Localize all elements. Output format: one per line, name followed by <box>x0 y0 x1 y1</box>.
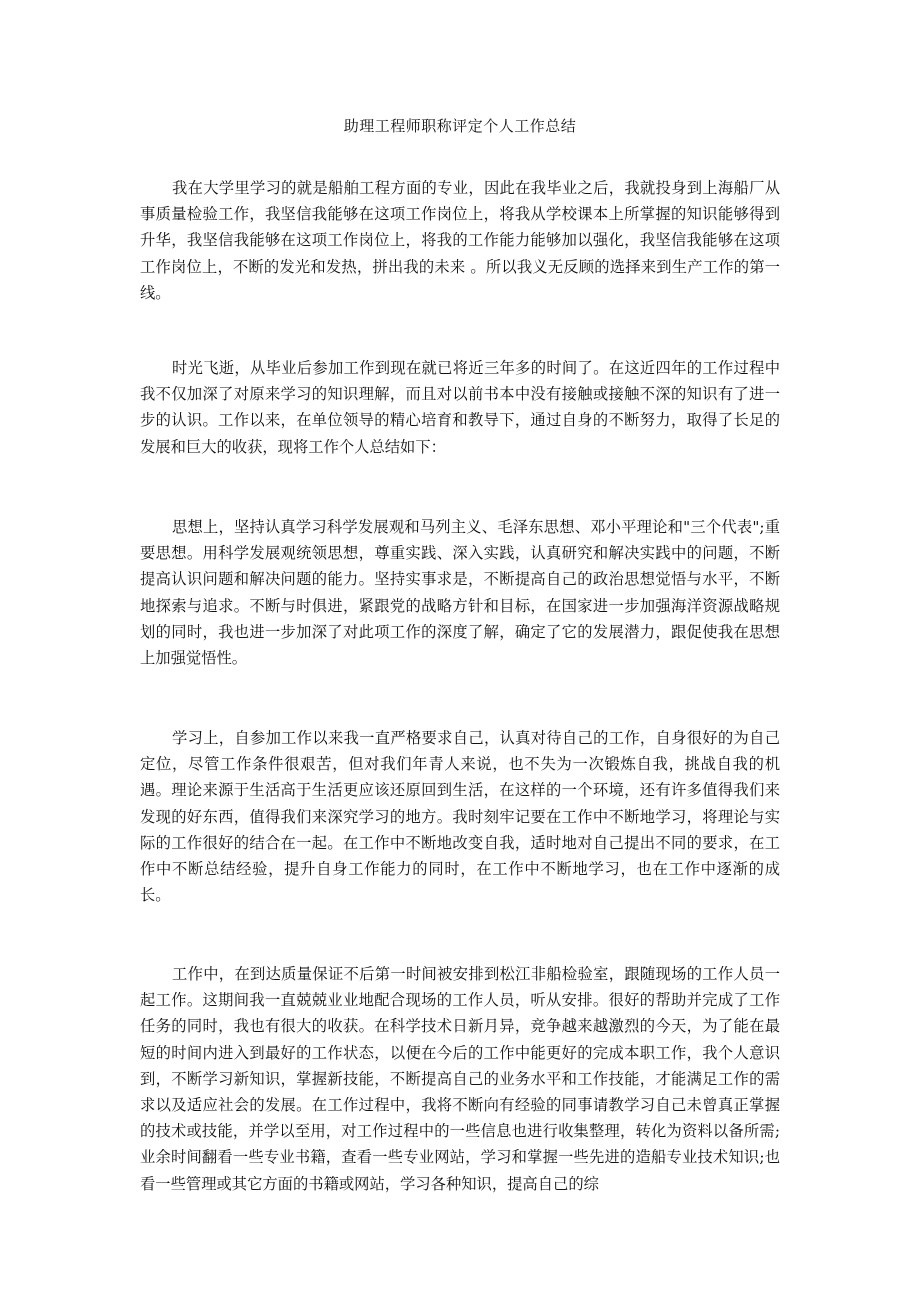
document-title: 助理工程师职称评定个人工作总结 <box>343 117 577 135</box>
paragraph-work-overview: 时光飞逝，从毕业后参加工作到现在就已将近三年多的时间了。在这近四年的工作过程中我不仅加深了对原来学习的知识理解，而且对以前书本中没有接触或接触不深的知识有了进一步的认识。工作以来，在单位领导的精心培育和教导下，通过自身的不断努力，取得了长足的发展和巨大的收获，现将工作个人总结如下： <box>140 359 780 456</box>
paragraph-ideology: 思想上，坚持认真学习科学发展观和马列主义、毛泽东思想、邓小平理论和"三个代表";重要思想。用科学发展观统领思想，尊重实践、深入实践，认真研究和解决实践中的问题，不断提高认识问题和解决问题的能力。坚持实事求是，不断提高自己的政治思想觉悟与水平，不断地探索与追求。不断与时俱进，紧跟党的战略方针和目标，在国家进一步加强海洋资源战略规划的同时，我也进一步加深了对此项工作的深度了解，确定了它的发展潜力，跟促使我在思想上加强觉悟性。 <box>140 518 780 668</box>
paragraph-study: 学习上，自参加工作以来我一直严格要求自己，认真对待自己的工作，自身很好的为自己定位，尽管工作条件很艰苦，但对我们年青人来说，也不失为一次锻炼自我，挑战自我的机遇。理论来源于生活高于生活更应该还原回到生活，在这样的一个环境，还有许多值得我们来发现的好东西，值得我们来深究学习的地方。我时刻牢记要在工作中不断地学习，将理论与实际的工作很好的结合在一起。在工作中不断地改变自我，适时地对自己提出不同的要求，在工作中不断总结经验，提升自身工作能力的同时，在工作中不断地学习，也在工作中逐渐的成长。 <box>140 729 780 905</box>
paragraph-graduation: 我在大学里学习的就是船舶工程方面的专业，因此在我毕业之后，我就投身到上海船厂从事质量检验工作，我坚信我能够在这项工作岗位上，将我从学校课本上所掌握的知识能够得到升华，我坚信我能够在这项工作岗位上，将我的工作能力能够加以强化，我坚信我能够在这项工作岗位上，不断的发光和发热，拼出我的未来 。所以我义无反顾的选择来到生产工作的第一线。 <box>140 179 780 302</box>
paragraph-work: 工作中，在到达质量保证不后第一时间被安排到松江非船检验室，跟随现场的工作人员一起工作。这期间我一直兢兢业业地配合现场的工作人员，听从安排。很好的帮助并完成了工作任务的同时，我也有很大的收获。在科学技术日新月异，竞争越来越激烈的今天，为了能在最短的时间内进入到最好的工作状态，以便在今后的工作中能更好的完成本职工作，我个人意识到，不断学习新知识，掌握新技能，不断提高自己的业务水平和工作技能，才能满足工作的需求以及适应社会的发展。在工作过程中，我将不断向有经验的同事请教学习自己未曾真正掌握的技术或技能，并学以至用，对工作过程中的一些信息也进行收集整理，转化为资料以备所需;业余时间翻看一些专业书籍，查看一些专业网站，学习和掌握一些先进的造船专业技术知识;也看一些管理或其它方面的书籍或网站，学习各种知识，提高自己的综 <box>140 965 780 1193</box>
